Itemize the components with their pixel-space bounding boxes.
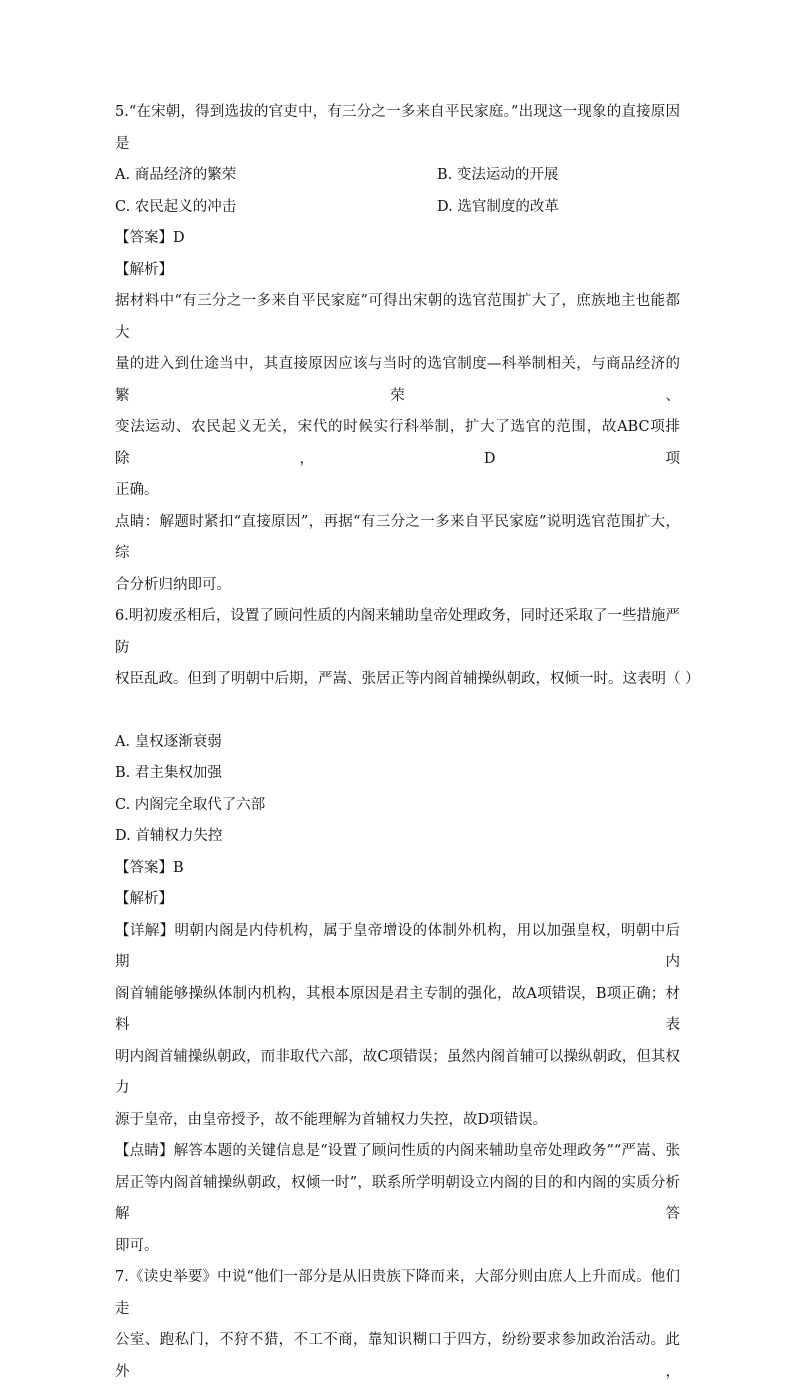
q6-tip-line-1: 【点睛】解答本题的关键信息是“设置了顾问性质的内阁来辅助皇帝处理政务”“严嵩、张 — [115, 1143, 680, 1159]
q6-option-d: D. 首辅权力失控 — [115, 828, 223, 844]
q5-option-b: B. 变法运动的开展 — [437, 167, 559, 183]
q6-option-a: A. 皇权逐渐衰弱 — [115, 733, 222, 750]
q5-analysis-line-3: 变法运动、农民起义无关，宋代的时候实行科举制，扩大了选官的范围，故ABC项排除，D项 — [115, 419, 680, 467]
q5-tip-line-1: 点睛：解题时紧扣“直接原因”，再据“有三分之一多来自平民家庭”说明选官范围扩大，综 — [115, 513, 680, 561]
q6-option-c: C. 内阁完全取代了六部 — [115, 796, 266, 813]
q5-options-row-2 — [115, 192, 680, 224]
q5-stem-line-1: 5.“在宋朝，得到选拔的官吏中，有三分之一多来自平民家庭。”出现这一现象的直接原因 — [115, 104, 680, 120]
q5-stem-line-2: 是 — [115, 135, 130, 152]
q6-option-b: B. 君主集权加强 — [115, 765, 222, 781]
q6-detail-line-3: 明内阁首辅操纵朝政，而非取代六部，故C项错误；虽然内阁首辅可以操纵朝政，但其权力 — [115, 1048, 680, 1096]
q5-answer: 【答案】D — [115, 230, 185, 246]
q6-tip-line-3: 即可。 — [115, 1237, 159, 1254]
q5-analysis-line-2: 量的进入到仕途当中，其直接原因应该与当时的选官制度—科举制相关，与商品经济的繁荣、 — [115, 356, 680, 404]
q6-tip-line-2: 居正等内阁首辅操纵朝政，权倾一时”，联系所学明朝设立内阁的目的和内阁的实质分析解答 — [115, 1174, 680, 1222]
q5-option-a: A. 商品经济的繁荣 — [115, 167, 237, 183]
q6-stem-line-2: 权臣乱政。但到了明朝中后期，严嵩、张居正等内阁首辅操纵朝政，权倾一时。这表明（ ） — [115, 671, 700, 687]
q7-stem-line-1: 7.《读史举要》中说“他们一部分是从旧贵族下降而来，大部分则由庶人上升而成。他们走 — [115, 1269, 680, 1317]
q6-stem-line-1: 6.明初废丞相后，设置了顾问性质的内阁来辅助皇帝处理政务，同时还采取了一些措施严防 — [115, 608, 680, 656]
q6-detail-line-2: 阁首辅能够操纵体制内机构，其根本原因是君主专制的强化，故A项错误，B项正确；材料表 — [115, 985, 680, 1033]
q6-detail-line-1: 【详解】明朝内阁是内侍机构，属于皇帝增设的体制外机构，用以加强皇权，明朝中后期内 — [115, 922, 680, 970]
q5-options-row-1 — [115, 160, 680, 192]
document-content — [115, 97, 700, 1388]
q7-stem-line-2: 公室、跑私门，不狩不猎，不工不商，靠知识糊口于四方，纷纷要求参加政治活动。此外， — [115, 1332, 680, 1380]
q5-analysis-line-1: 据材料中“有三分之一多来自平民家庭”可得出宋朝的选官范围扩大了，庶族地主也能都大 — [115, 293, 680, 341]
q6-analysis-heading: 【解析】 — [115, 891, 173, 907]
q5-analysis-heading: 【解析】 — [115, 261, 173, 278]
q6-detail-line-4: 源于皇帝，由皇帝授予，故不能理解为首辅权力失控，故D项错误。 — [115, 1111, 548, 1128]
q5-analysis-line-4: 正确。 — [115, 482, 159, 498]
q5-option-c: C. 农民起义的冲击 — [115, 198, 237, 215]
q5-option-d: D. 选官制度的改革 — [437, 198, 559, 215]
q5-tip-line-2: 合分析归纳即可。 — [115, 576, 231, 593]
q6-answer: 【答案】B — [115, 859, 184, 876]
q6-blank-line — [115, 696, 680, 727]
